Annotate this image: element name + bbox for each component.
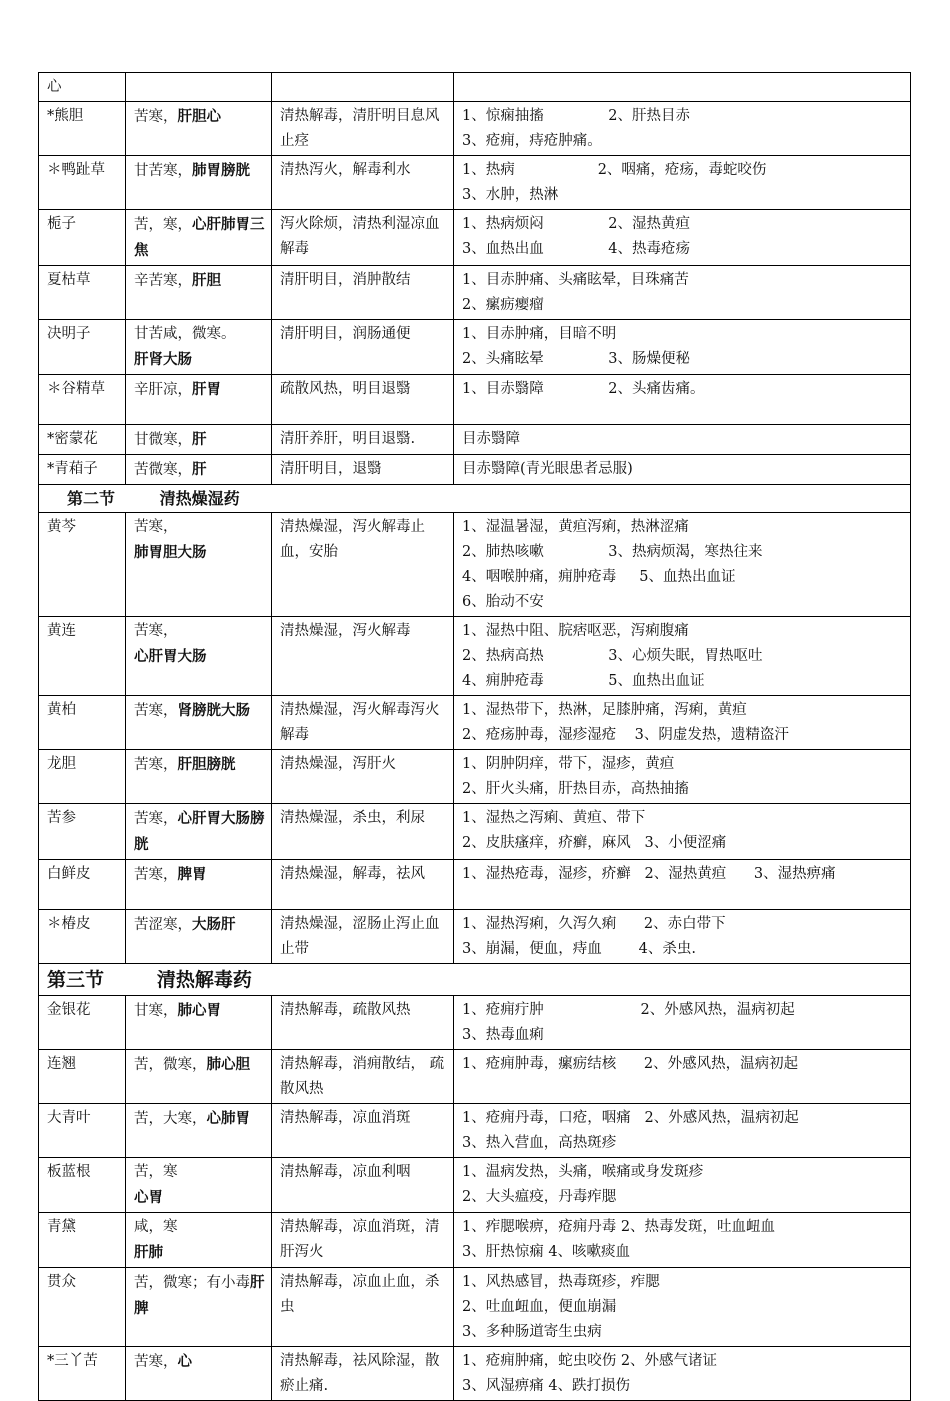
indication-line: 1、疮痈丹毒，口疮，咽痛 2、外感风热，温病初起 xyxy=(462,1110,799,1126)
herb-property xyxy=(126,860,272,910)
indication-line: 2、热病高热 3、心烦失眠，胃热呕吐 xyxy=(462,648,763,664)
herb-meridian: 肝胃 xyxy=(192,381,221,398)
herb-property xyxy=(126,1050,272,1104)
herb-property xyxy=(126,210,272,266)
herb-property xyxy=(126,804,272,860)
indication-line: 1、目赤肿痛，目暗不明 xyxy=(462,326,617,342)
herb-taste: 苦涩寒， xyxy=(134,917,192,933)
herb-name: 黄芩 xyxy=(39,513,126,617)
herb-meridian: 肝 xyxy=(192,461,207,478)
herb-indications xyxy=(454,1268,911,1347)
herb-name: *密蒙花 xyxy=(39,425,126,455)
herb-row xyxy=(39,513,911,617)
herb-row xyxy=(39,156,911,210)
indication-line: 1、目赤肿痛、头痛眩晕，目珠痛苦 xyxy=(462,272,689,288)
indication-line: 3、崩漏，便血，痔血 4、杀虫. xyxy=(462,941,696,957)
indication-line: 3、疮痈，痔疮肿痛。 xyxy=(462,133,602,149)
herb-function: 清热燥湿，杀虫，利尿 xyxy=(272,804,454,860)
herb-taste: 咸，寒 xyxy=(134,1219,178,1235)
herb-function: 清热燥湿，泻肝火 xyxy=(272,750,454,804)
herb-row xyxy=(39,425,911,455)
herb-name: 决明子 xyxy=(39,320,126,375)
herb-function: 清热解毒，清肝明目息风止痉 xyxy=(272,102,454,156)
indication-line: 1、湿热泻痢，久泻久痢 2、赤白带下 xyxy=(462,916,726,932)
herb-indications xyxy=(454,696,911,750)
herb-function: 疏散风热，明目退翳 xyxy=(272,375,454,425)
herb-meridian: 心 xyxy=(177,1353,192,1370)
herb-row xyxy=(39,210,911,266)
herb-meridian: 肝脾 xyxy=(134,1274,265,1317)
herb-property xyxy=(126,1347,272,1401)
herb-function: 清热燥湿，涩肠止泻止血止带 xyxy=(272,910,454,964)
herb-meridian: 脾胃 xyxy=(177,866,207,883)
indication-line: 3、肝热惊痫 4、咳嗽痰血 xyxy=(462,1244,631,1260)
herb-indications xyxy=(454,266,911,320)
herb-name: ＊椿皮 xyxy=(39,910,126,964)
herb-property xyxy=(126,102,272,156)
herb-indications xyxy=(454,996,911,1050)
herb-function: 清热泻火，解毒利水 xyxy=(272,156,454,210)
indication-line: 1、湿热之泻痢、黄疸、带下 xyxy=(462,810,646,826)
herb-function: 清肝明目，消肿散结 xyxy=(272,266,454,320)
herb-meridian: 肾膀胱大肠 xyxy=(177,702,250,719)
herb-property xyxy=(126,1268,272,1347)
indication-line: 目赤翳障 xyxy=(462,431,520,447)
herb-meridian: 肺心胃 xyxy=(177,1002,221,1019)
document-page xyxy=(38,72,910,1401)
herb-meridian: 大肠肝 xyxy=(192,916,236,933)
herb-name: ＊鸭趾草 xyxy=(39,156,126,210)
indication-line: 1、疮痈肿痛，蛇虫咬伤 2、外感气诸证 xyxy=(462,1353,718,1369)
herb-taste: 苦，大寒， xyxy=(134,1111,207,1127)
herb-indications xyxy=(454,617,911,696)
herb-indications xyxy=(454,210,911,266)
herb-meridian: 心肝胃大肠膀胱 xyxy=(134,810,265,853)
herb-taste: 苦寒， xyxy=(134,757,178,773)
herb-name: 金银花 xyxy=(39,996,126,1050)
herb-indications xyxy=(454,804,911,860)
herb-function: 清热解毒，凉血止血，杀虫 xyxy=(272,1268,454,1347)
herb-property xyxy=(126,696,272,750)
herb-indications xyxy=(454,102,911,156)
herb-indications xyxy=(454,1213,911,1268)
herb-indications xyxy=(454,156,911,210)
indication-line: 1、湿热疮毒，湿疹，疥癣 2、湿热黄疸 3、湿热痹痛 xyxy=(462,866,836,882)
herb-row xyxy=(39,617,911,696)
herb-taste: 苦寒， xyxy=(134,811,178,827)
herb-property xyxy=(126,1158,272,1213)
herb-row xyxy=(39,102,911,156)
herb-meridian: 肺心胆 xyxy=(206,1056,250,1073)
indication-line: 3、热毒血痢 xyxy=(462,1027,544,1043)
herb-row xyxy=(39,860,911,910)
indication-line: 1、痄腮喉痹，疮痈丹毒 2、热毒发斑，吐血衄血 xyxy=(462,1219,776,1235)
herb-property xyxy=(126,73,272,102)
indication-line: 2、吐血衄血，便血崩漏 xyxy=(462,1299,617,1315)
indication-line: 2、肺热咳嗽 3、热病烦渴，寒热往来 xyxy=(462,544,763,560)
herb-row xyxy=(39,1050,911,1104)
herb-meridian: 肝胆 xyxy=(192,272,221,289)
herb-name: *熊胆 xyxy=(39,102,126,156)
herb-name: 黄柏 xyxy=(39,696,126,750)
herb-meridian: 心胃 xyxy=(134,1189,163,1206)
herb-name: 苦参 xyxy=(39,804,126,860)
herb-taste: 甘微寒， xyxy=(134,432,192,448)
indication-line: 2、肝火头痛，肝热目赤，高热抽搐 xyxy=(462,781,689,797)
indication-line: 3、风湿痹痛 4、跌打损伤 xyxy=(462,1378,631,1394)
herb-meridian: 肝肾大肠 xyxy=(134,351,192,368)
herb-name: 夏枯草 xyxy=(39,266,126,320)
indication-line: 4、咽喉肿痛，痈肿疮毒 5、血热出血证 xyxy=(462,569,736,585)
herb-property xyxy=(126,910,272,964)
herb-property xyxy=(126,996,272,1050)
indication-line: 1、目赤翳障 2、头痛齿痛。 xyxy=(462,381,705,397)
herb-function: 清热解毒，疏散风热 xyxy=(272,996,454,1050)
herb-meridian: 心肺胃 xyxy=(206,1110,250,1127)
indication-line: 1、疮痈肿毒，瘰疬结核 2、外感风热，温病初起 xyxy=(462,1056,799,1072)
herb-row xyxy=(39,375,911,425)
herb-taste: 苦寒， xyxy=(134,1354,178,1370)
indication-line: 1、湿热带下，热淋，足膝肿痛，泻痢，黄疸 xyxy=(462,702,747,718)
herb-indications xyxy=(454,860,911,910)
herb-name: ＊谷精草 xyxy=(39,375,126,425)
herb-function: 清热燥湿，泻火解毒 xyxy=(272,617,454,696)
herb-name: 白鲜皮 xyxy=(39,860,126,910)
herb-meridian: 肝胆膀胱 xyxy=(177,756,236,773)
indication-line: 1、疮痈疔肿 2、外感风热，温病初起 xyxy=(462,1002,795,1018)
herb-property xyxy=(126,1104,272,1158)
herb-name: *青葙子 xyxy=(39,455,126,485)
herb-function: 清热燥湿，解毒，祛风 xyxy=(272,860,454,910)
herb-taste: 辛苦寒， xyxy=(134,273,192,289)
herb-function: 清热解毒，凉血利咽 xyxy=(272,1158,454,1213)
herb-property xyxy=(126,425,272,455)
herb-property xyxy=(126,617,272,696)
herb-name: 连翘 xyxy=(39,1050,126,1104)
herb-row xyxy=(39,804,911,860)
herb-indications xyxy=(454,320,911,375)
indication-line: 3、水肿，热淋 xyxy=(462,187,559,203)
herb-property xyxy=(126,455,272,485)
indication-line: 6、胎动不安 xyxy=(462,594,544,610)
section-heading-row xyxy=(39,485,911,513)
herb-name: 青黛 xyxy=(39,1213,126,1268)
herb-row xyxy=(39,750,911,804)
section-heading-row xyxy=(39,964,911,996)
herb-indications xyxy=(454,1104,911,1158)
indication-line: 1、温病发热，头痛，喉痛或身发斑疹 xyxy=(462,1164,704,1180)
herb-indications xyxy=(454,513,911,617)
herb-function: 清肝明目，退翳 xyxy=(272,455,454,485)
herb-table xyxy=(38,72,911,1401)
herb-row xyxy=(39,910,911,964)
herb-taste: 甘苦寒， xyxy=(134,163,192,179)
herb-meridian: 心肝肺胃三焦 xyxy=(134,216,265,259)
herb-function: 清热解毒，凉血消斑，清肝泻火 xyxy=(272,1213,454,1268)
herb-taste: 甘苦咸，微寒。 xyxy=(134,326,236,342)
herb-indications xyxy=(454,73,911,102)
indication-line xyxy=(462,75,904,100)
herb-indications xyxy=(454,750,911,804)
herb-taste: 苦寒， xyxy=(134,703,178,719)
herb-row xyxy=(39,1158,911,1213)
herb-function: 清热燥湿，泻火解毒止血，安胎 xyxy=(272,513,454,617)
herb-function: 清热解毒，凉血消斑 xyxy=(272,1104,454,1158)
herb-taste: 苦，寒， xyxy=(134,217,192,233)
herb-row xyxy=(39,1268,911,1347)
indication-line: 1、湿热中阻、脘痞呕恶，泻痢腹痛 xyxy=(462,623,689,639)
indication-line: 1、湿温暑湿，黄疸泻痢，热淋涩痛 xyxy=(462,519,689,535)
herb-name: 板蓝根 xyxy=(39,1158,126,1213)
herb-function: 清肝明目，润肠通便 xyxy=(272,320,454,375)
indication-line: 1、阴肿阴痒，带下，湿疹，黄疸 xyxy=(462,756,675,772)
herb-indications xyxy=(454,425,911,455)
herb-meridian: 肝肺 xyxy=(134,1244,163,1261)
indication-line: 2、疮疡肿毒，湿疹湿疮 3、阴虚发热，遗精盗汗 xyxy=(462,727,789,743)
indication-line: 3、多种肠道寄生虫病 xyxy=(462,1324,602,1340)
herb-name: *三丫苦 xyxy=(39,1347,126,1401)
herb-property xyxy=(126,750,272,804)
section-heading: 第二节 清热燥湿药 xyxy=(39,485,911,513)
herb-taste: 苦微寒， xyxy=(134,462,192,478)
herb-indications xyxy=(454,455,911,485)
herb-meridian: 肺胃膀胱 xyxy=(192,162,250,179)
herb-meridian: 肝 xyxy=(192,431,207,448)
herb-row xyxy=(39,696,911,750)
herb-indications xyxy=(454,1158,911,1213)
herb-taste: 甘寒， xyxy=(134,1003,178,1019)
herb-meridian: 肝胆心 xyxy=(177,108,221,125)
herb-row xyxy=(39,320,911,375)
herb-row xyxy=(39,266,911,320)
herb-taste: 苦寒， xyxy=(134,867,178,883)
herb-name: 栀子 xyxy=(39,210,126,266)
indication-line: 1、热病烦闷 2、湿热黄疸 xyxy=(462,216,690,232)
herb-meridian: 心肝胃大肠 xyxy=(134,648,207,665)
herb-row xyxy=(39,455,911,485)
herb-taste: 苦寒， xyxy=(134,519,178,535)
herb-function: 清肝养肝，明目退翳. xyxy=(272,425,454,455)
herb-row xyxy=(39,1104,911,1158)
herb-row xyxy=(39,1347,911,1401)
herb-taste: 苦，寒 xyxy=(134,1164,178,1180)
herb-name: 心 xyxy=(39,73,126,102)
herb-function xyxy=(272,73,454,102)
herb-taste: 辛肝凉， xyxy=(134,382,192,398)
indication-line: 2、头痛眩晕 3、肠燥便秘 xyxy=(462,351,690,367)
indication-line: 2、皮肤瘙痒，疥癣，麻风 3、小便涩痛 xyxy=(462,835,727,851)
herb-function: 清热燥湿，泻火解毒泻火解毒 xyxy=(272,696,454,750)
indication-line: 3、血热出血 4、热毒疮疡 xyxy=(462,241,690,257)
herb-row xyxy=(39,73,911,102)
section-heading: 第三节 清热解毒药 xyxy=(39,964,911,996)
herb-taste: 苦，微寒；有小毒 xyxy=(134,1275,250,1291)
herb-function: 清热解毒，消痈散结， 疏散风热 xyxy=(272,1050,454,1104)
herb-property xyxy=(126,320,272,375)
herb-row xyxy=(39,996,911,1050)
herb-property xyxy=(126,375,272,425)
herb-name: 大青叶 xyxy=(39,1104,126,1158)
herb-taste: 苦寒， xyxy=(134,623,178,639)
indication-line: 3、热入营血，高热斑疹 xyxy=(462,1135,617,1151)
herb-indications xyxy=(454,910,911,964)
indication-line: 2、大头瘟疫，丹毒痄腮 xyxy=(462,1189,617,1205)
herb-property xyxy=(126,513,272,617)
herb-property xyxy=(126,156,272,210)
indication-line: 1、风热感冒，热毒斑疹，痄腮 xyxy=(462,1274,660,1290)
indication-line: 4、痈肿疮毒 5、血热出血证 xyxy=(462,673,705,689)
herb-property xyxy=(126,266,272,320)
indication-line: 1、惊痫抽搐 2、肝热目赤 xyxy=(462,108,690,124)
indication-line: 目赤翳障(青光眼患者忌服) xyxy=(462,461,633,477)
indication-line: 1、热病 2、咽痛，疮疡，毒蛇咬伤 xyxy=(462,162,767,178)
herb-function: 清热解毒，祛风除湿，散瘀止痛. xyxy=(272,1347,454,1401)
herb-indications xyxy=(454,375,911,425)
herb-indications xyxy=(454,1050,911,1104)
herb-meridian: 肺胃胆大肠 xyxy=(134,544,207,561)
herb-name: 龙胆 xyxy=(39,750,126,804)
herb-property xyxy=(126,1213,272,1268)
indication-line: 2、瘰疬瘿瘤 xyxy=(462,297,544,313)
herb-taste: 苦，微寒， xyxy=(134,1057,207,1073)
herb-function: 泻火除烦，清热利湿凉血解毒 xyxy=(272,210,454,266)
herb-name: 黄连 xyxy=(39,617,126,696)
herb-row xyxy=(39,1213,911,1268)
herb-name: 贯众 xyxy=(39,1268,126,1347)
herb-taste: 苦寒， xyxy=(134,109,178,125)
herb-indications xyxy=(454,1347,911,1401)
